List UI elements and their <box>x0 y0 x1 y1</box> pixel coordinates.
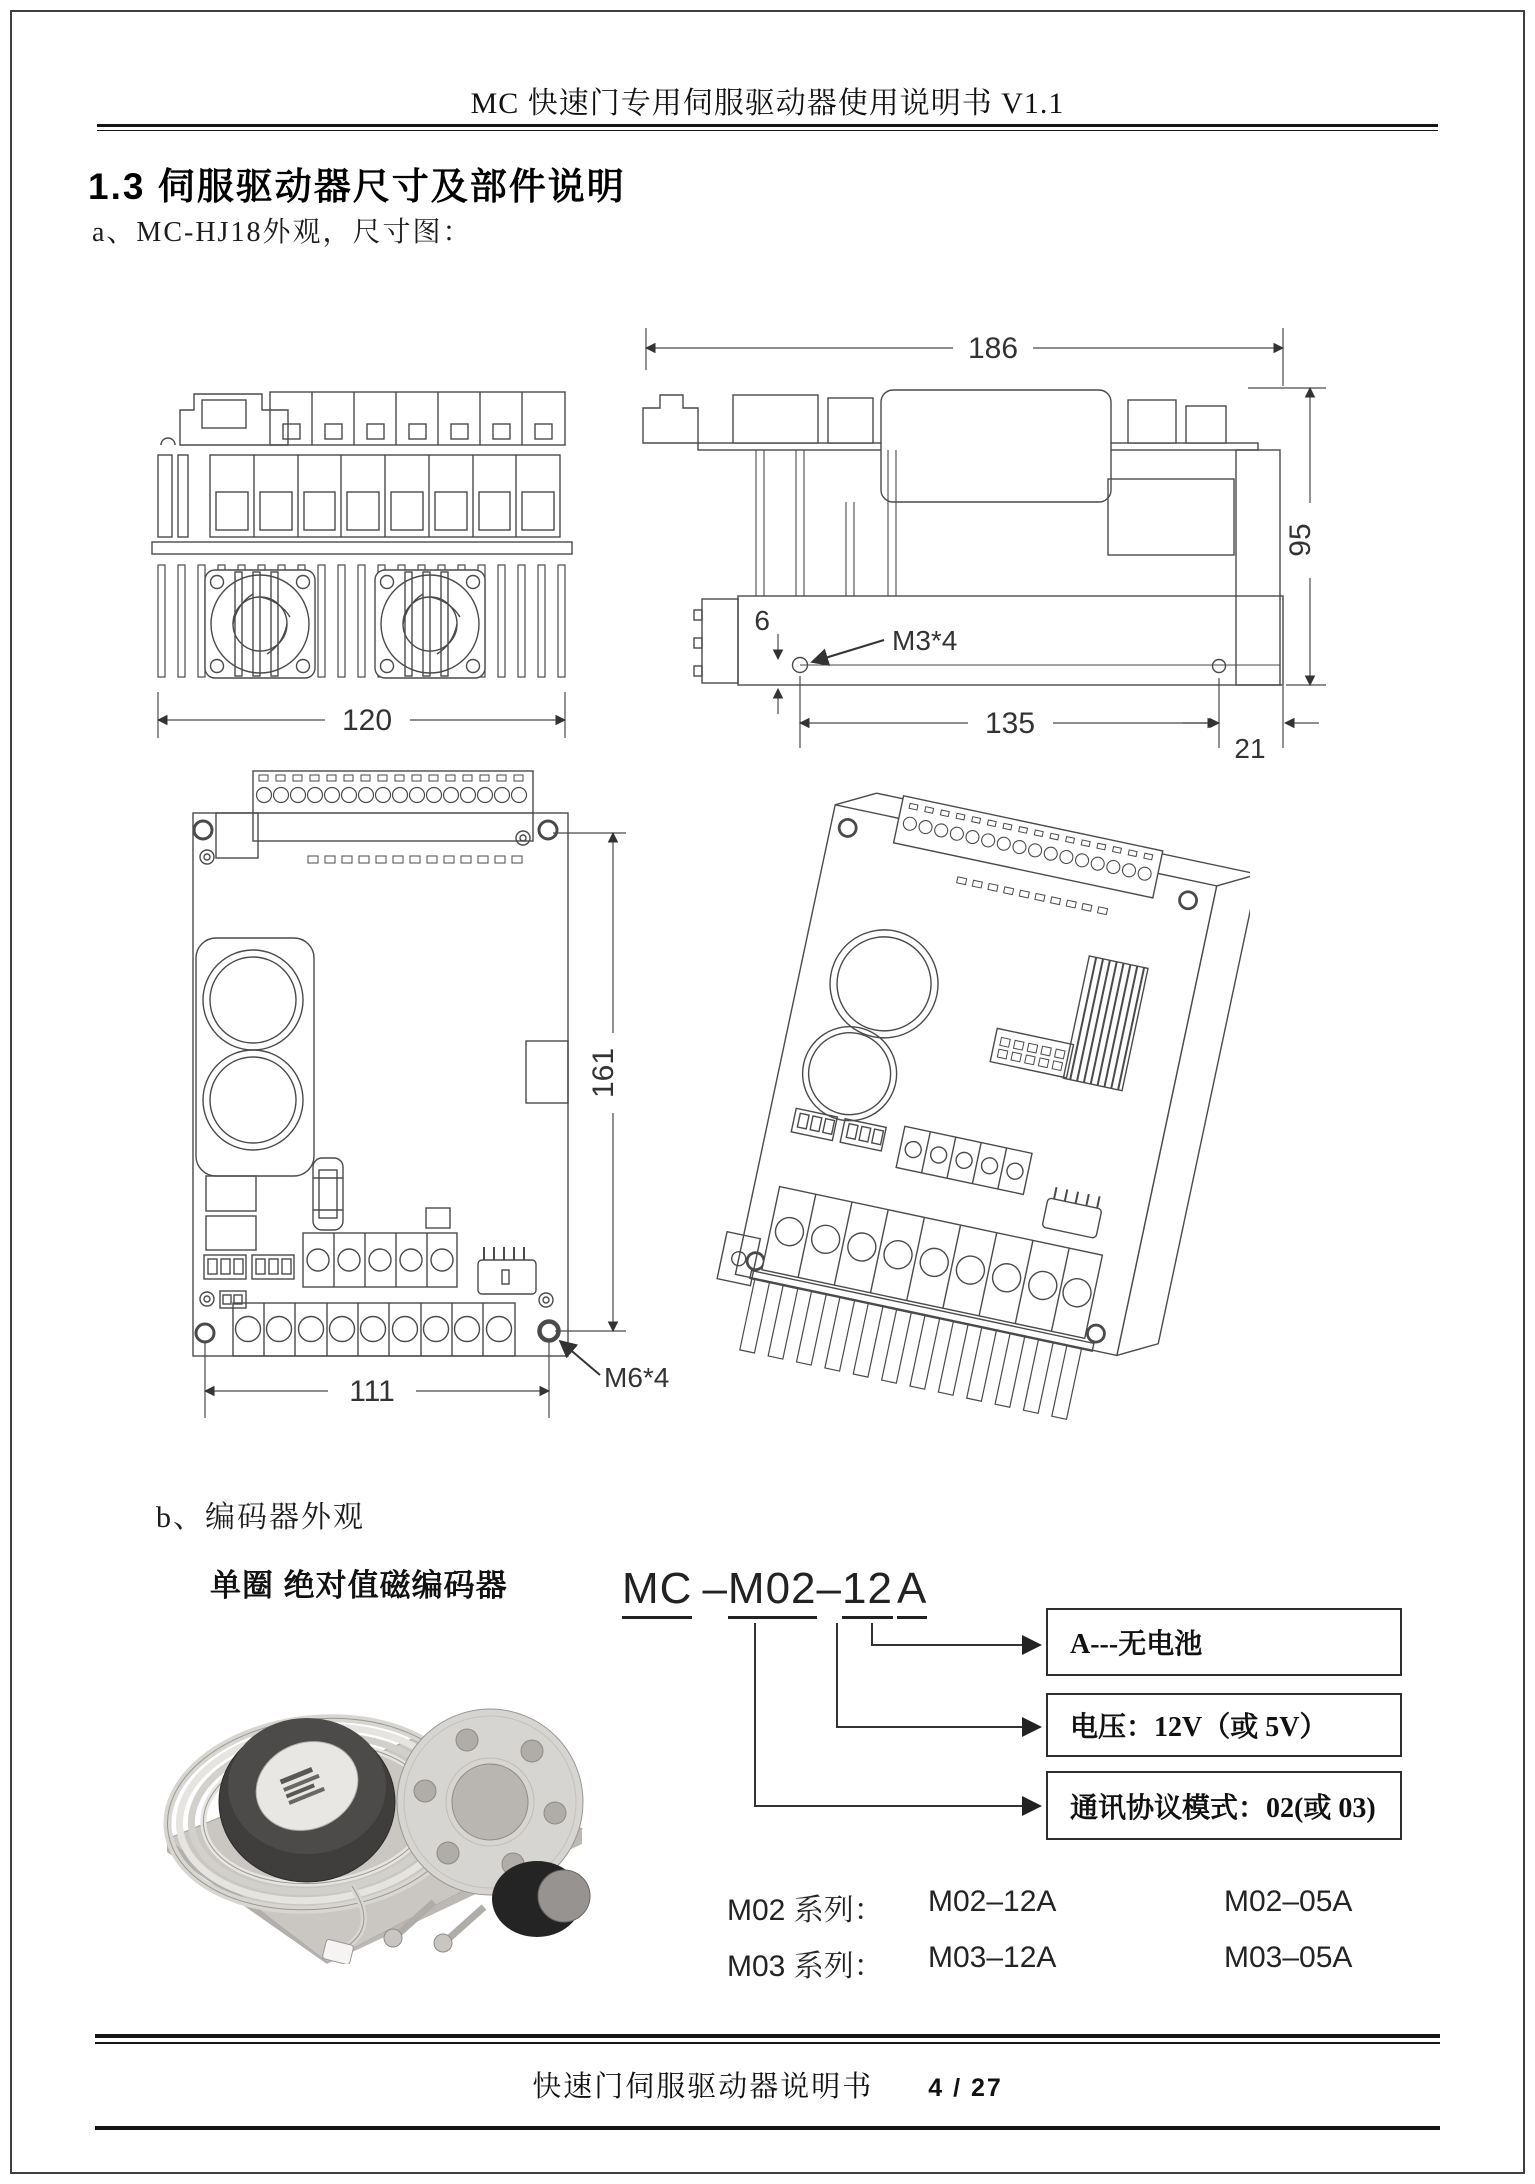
dim-label-screw-top: M3*4 <box>892 625 958 656</box>
series-m03-label: M03 系列： <box>727 1950 884 1983</box>
callout-text: A---无电池 <box>1070 1629 1203 1660</box>
series-m02-model2: M02–05A <box>1224 1885 1353 1918</box>
dim-186 <box>646 328 1283 386</box>
front-view-body <box>152 392 572 678</box>
model-dash: – <box>816 1564 842 1613</box>
header-title: MC 快速门专用伺服驱动器使用说明书 V1.1 <box>470 87 1065 120</box>
side-view-body <box>643 390 1283 685</box>
footer <box>0 2064 1535 2105</box>
pcb-top-view-drawing <box>158 763 698 1463</box>
model-seg1: M02 <box>728 1564 817 1619</box>
side-view-drawing <box>638 328 1338 763</box>
dim-label-pcb-span: 111 <box>349 1375 395 1408</box>
model-prefix: MC <box>622 1564 692 1619</box>
model-callout-lines <box>740 1615 1052 1830</box>
series-m03-model1: M03–12A <box>928 1941 1057 1974</box>
model-seg3: A <box>897 1564 927 1619</box>
dim-label-pcb-height: 161 <box>587 1047 620 1099</box>
subsection-a-label: a、MC-HJ18外观，尺寸图： <box>92 217 473 248</box>
model-dash: – <box>702 1564 728 1613</box>
callout-box-battery <box>1046 1608 1402 1676</box>
footer-page-number: 4 / 27 <box>928 2074 1003 2102</box>
section-title: 1.3 伺服驱动器尺寸及部件说明 <box>88 166 626 207</box>
leader-m3 <box>812 640 884 662</box>
dim-label-hole-span: 135 <box>984 707 1036 740</box>
callout-box-voltage <box>1046 1693 1402 1757</box>
leader-m6 <box>560 1341 600 1375</box>
dim-label-screw-bottom: M6*4 <box>604 1362 670 1393</box>
encoder-photo <box>112 1634 607 1964</box>
dim-label-front-width: 120 <box>341 704 393 737</box>
series-m02-model1: M02–12A <box>928 1885 1057 1918</box>
encoder-model-code <box>622 1564 927 1614</box>
subsection-b-label: b、编码器外观 <box>156 1501 365 1534</box>
callout-box-protocol <box>1046 1771 1402 1840</box>
encoder-caption: 单圈 绝对值磁编码器 <box>210 1568 508 1603</box>
front-view-drawing <box>150 330 580 750</box>
callout-text: 通讯协议模式：02(或 03) <box>1070 1792 1376 1824</box>
isometric-view-drawing <box>675 755 1250 1470</box>
footer-rule-top <box>95 2034 1440 2038</box>
pcb-body <box>193 771 568 1356</box>
dim-label-side-height: 95 <box>1284 523 1317 557</box>
dim-label-hole-edge: 21 <box>1234 733 1266 763</box>
footer-rule-top-thin <box>95 2042 1440 2044</box>
dim-label-side-width: 186 <box>967 332 1019 365</box>
footer-doc-title: 快速门伺服驱动器说明书 <box>532 2071 874 2103</box>
callout-text: 电压：12V（或 5V） <box>1070 1712 1328 1743</box>
series-m02-label: M02 系列： <box>727 1894 884 1927</box>
series-m03-model2: M03–05A <box>1224 1941 1353 1974</box>
header-rule-thin <box>97 130 1438 131</box>
fan-icon <box>205 570 315 678</box>
header-rule <box>97 124 1438 127</box>
footer-rule-bottom <box>95 2126 1440 2130</box>
fan-icon <box>375 570 485 678</box>
model-seg2: 12 <box>842 1564 893 1619</box>
dim-label-hole-offset: 6 <box>754 605 770 636</box>
